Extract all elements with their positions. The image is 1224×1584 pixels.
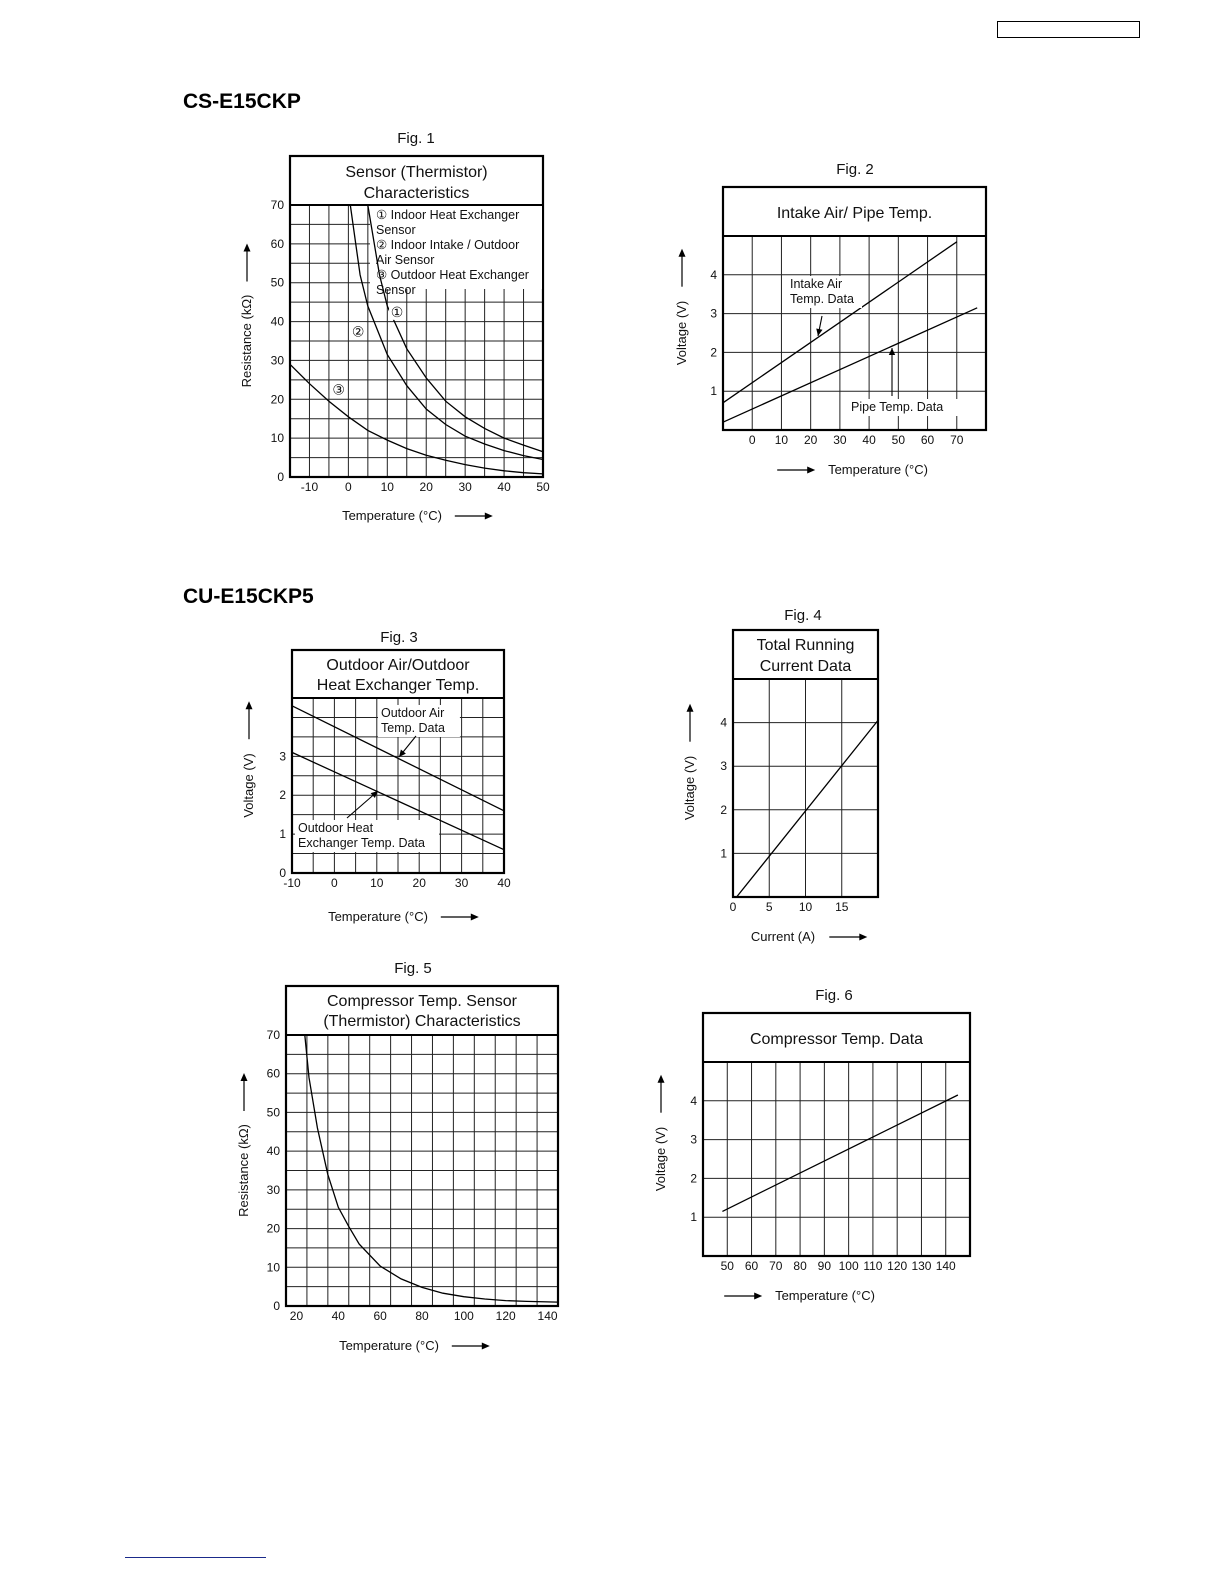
fig6-xtick-label: 130 bbox=[911, 1259, 932, 1273]
fig5-xtick-label: 120 bbox=[495, 1309, 516, 1323]
fig1-ytick-label: 70 bbox=[270, 198, 284, 212]
fig1-chart bbox=[239, 130, 550, 523]
fig2-annotation: Intake Air bbox=[790, 277, 843, 291]
fig6-xaxis-arrowhead bbox=[754, 1293, 762, 1300]
fig1-legend-entry: Air Sensor bbox=[376, 253, 435, 267]
fig3-annotation: Outdoor Heat bbox=[298, 821, 374, 835]
fig4-ytick-label: 1 bbox=[720, 846, 727, 861]
fig1-series-label: ② bbox=[351, 323, 365, 340]
fig3-ytick-label: 3 bbox=[279, 749, 286, 764]
fig5-ytick-label: 50 bbox=[266, 1105, 280, 1120]
fig2-fig-label: Fig. 2 bbox=[836, 161, 874, 178]
fig4-ytick-label: 2 bbox=[720, 802, 727, 817]
fig3-ytick-label: 2 bbox=[279, 788, 286, 803]
fig5-ytick-label: 20 bbox=[266, 1221, 280, 1236]
fig5-ytick-label: 70 bbox=[266, 1028, 280, 1042]
fig2-xtick-label: 60 bbox=[920, 433, 935, 447]
fig3-xtick-label: 0 bbox=[331, 876, 338, 890]
fig6-xtick-label: 90 bbox=[817, 1259, 832, 1273]
fig4-grid bbox=[733, 679, 878, 897]
fig5-ytick-label: 0 bbox=[273, 1299, 280, 1313]
fig6-frame bbox=[703, 1013, 970, 1256]
fig3-title: Outdoor Air/Outdoor bbox=[326, 657, 470, 674]
fig4-xtick-label: 0 bbox=[729, 900, 737, 914]
fig1-title: Sensor (Thermistor) bbox=[345, 164, 488, 181]
fig5-xtick-label: 100 bbox=[453, 1309, 474, 1323]
fig6-xtick-label: 110 bbox=[863, 1259, 883, 1273]
fig1-legend-entry: Sensor bbox=[376, 223, 416, 237]
fig5-fig-label: Fig. 5 bbox=[394, 960, 432, 977]
fig1-xtick-label: -10 bbox=[300, 480, 319, 494]
fig6-ytick-label: 2 bbox=[690, 1171, 697, 1186]
fig2-annotation: Pipe Temp. Data bbox=[851, 400, 944, 414]
fig2-chart bbox=[674, 161, 986, 477]
fig1-xtick-label: 50 bbox=[536, 480, 550, 494]
fig5-xtick-label: 20 bbox=[289, 1309, 304, 1323]
fig5-ytick-label: 30 bbox=[266, 1182, 280, 1197]
fig1-ylabel: Resistance (kΩ) bbox=[239, 294, 254, 388]
fig5-series-line bbox=[305, 1035, 558, 1302]
fig3-xtick-label: -10 bbox=[283, 876, 301, 890]
fig1-xaxis-arrowhead bbox=[485, 513, 493, 520]
fig1-xtick-label: 40 bbox=[497, 480, 511, 494]
fig1-fig-label: Fig. 1 bbox=[397, 130, 435, 147]
fig6-xtick-label: 80 bbox=[793, 1259, 807, 1273]
fig3-fig-label: Fig. 3 bbox=[380, 629, 418, 646]
fig2-xtick-label: 0 bbox=[748, 433, 756, 447]
fig1-xtick-label: 10 bbox=[380, 480, 394, 494]
fig4-title: Total Running bbox=[756, 637, 855, 654]
fig3-xtick-label: 20 bbox=[412, 876, 426, 890]
fig6-fig-label: Fig. 6 bbox=[815, 987, 853, 1004]
fig3-annotation: Exchanger Temp. Data bbox=[298, 836, 425, 850]
fig6-series-line bbox=[722, 1095, 958, 1211]
fig3-ytick-label: 1 bbox=[279, 827, 286, 842]
fig6-chart bbox=[653, 987, 970, 1303]
fig4-ytick-label: 4 bbox=[720, 715, 727, 730]
fig5-ytick-label: 40 bbox=[266, 1144, 280, 1159]
fig4-xaxis-arrowhead bbox=[859, 934, 867, 941]
fig5-ylabel: Resistance (kΩ) bbox=[236, 1124, 251, 1217]
fig6-xtick-label: 100 bbox=[838, 1259, 859, 1273]
fig3-xlabel: Temperature (°C) bbox=[328, 909, 428, 924]
fig2-xaxis-arrowhead bbox=[807, 467, 815, 474]
fig2-xtick-label: 10 bbox=[774, 433, 789, 447]
fig1-ytick-label: 10 bbox=[270, 431, 284, 446]
fig6-ytick-label: 3 bbox=[690, 1132, 697, 1147]
fig2-xtick-label: 30 bbox=[833, 433, 847, 447]
fig3-ytick-label: 0 bbox=[279, 866, 286, 880]
fig5-xtick-label: 40 bbox=[331, 1309, 345, 1323]
fig1-series-label: ③ bbox=[332, 381, 345, 398]
fig5-title: Compressor Temp. Sensor bbox=[327, 993, 517, 1010]
fig5-chart bbox=[236, 960, 558, 1353]
fig5-xaxis-arrowhead bbox=[482, 1343, 490, 1350]
fig1-legend-entry: ① Indoor Heat Exchanger bbox=[376, 208, 520, 222]
fig4-series-line bbox=[737, 720, 878, 897]
fig5-xtick-label: 140 bbox=[537, 1309, 558, 1323]
fig3-xaxis-arrowhead bbox=[471, 914, 479, 921]
fig6-xtick-label: 140 bbox=[935, 1259, 956, 1273]
fig2-annotation-arrowhead bbox=[889, 348, 895, 355]
fig5-xtick-label: 60 bbox=[373, 1309, 387, 1323]
footer-line bbox=[125, 1557, 266, 1558]
fig1-ytick-label: 40 bbox=[270, 314, 284, 329]
fig2-xlabel: Temperature (°C) bbox=[828, 462, 928, 477]
fig1-legend-entry: ③ Outdoor Heat Exchanger bbox=[376, 268, 529, 282]
fig2-ytick-label: 4 bbox=[710, 267, 717, 282]
fig5-yaxis-arrowhead bbox=[241, 1073, 248, 1081]
fig1-xtick-label: 20 bbox=[419, 480, 433, 494]
fig4-xtick-label: 10 bbox=[798, 900, 813, 914]
fig6-ytick-label: 4 bbox=[690, 1093, 697, 1108]
fig1-legend-entry: Sensor bbox=[376, 283, 416, 297]
fig4-xtick-label: 5 bbox=[765, 900, 773, 914]
fig2-xtick-label: 20 bbox=[803, 433, 818, 447]
fig4-yaxis-arrowhead bbox=[687, 704, 694, 712]
fig6-yaxis-arrowhead bbox=[658, 1075, 665, 1083]
fig1-legend-entry: ② Indoor Intake / Outdoor bbox=[376, 238, 520, 252]
fig1-ytick-label: 30 bbox=[270, 353, 284, 368]
model-title-indoor: CS-E15CKP bbox=[183, 90, 301, 113]
fig6-xtick-label: 70 bbox=[769, 1259, 783, 1273]
fig6-ytick-label: 1 bbox=[690, 1210, 697, 1225]
fig5-ytick-label: 60 bbox=[266, 1066, 280, 1081]
fig2-frame bbox=[723, 187, 986, 430]
fig4-xtick-label: 15 bbox=[835, 900, 849, 914]
fig3-xtick-label: 40 bbox=[497, 876, 511, 890]
fig1-title: Characteristics bbox=[363, 185, 470, 202]
fig6-xtick-label: 60 bbox=[744, 1259, 759, 1273]
fig6-grid bbox=[703, 1062, 970, 1256]
fig3-annotation: Temp. Data bbox=[381, 721, 445, 735]
fig5-xlabel: Temperature (°C) bbox=[339, 1338, 439, 1353]
fig2-title: Intake Air/ Pipe Temp. bbox=[776, 205, 933, 222]
fig4-fig-label: Fig. 4 bbox=[784, 607, 822, 624]
fig2-xtick-label: 70 bbox=[950, 433, 964, 447]
fig1-series-label: ① bbox=[390, 303, 404, 320]
fig1-yaxis-arrowhead bbox=[244, 244, 251, 252]
fig3-xtick-label: 10 bbox=[370, 876, 384, 890]
fig1-xlabel: Temperature (°C) bbox=[342, 508, 442, 523]
fig5-ytick-label: 10 bbox=[266, 1260, 280, 1275]
fig5-title: (Thermistor) Characteristics bbox=[323, 1013, 521, 1030]
fig2-ytick-label: 1 bbox=[710, 384, 717, 399]
fig2-annotation: Temp. Data bbox=[790, 292, 854, 306]
fig3-yaxis-arrowhead bbox=[246, 701, 253, 709]
fig6-ylabel: Voltage (V) bbox=[653, 1126, 668, 1192]
fig2-xtick-label: 50 bbox=[891, 433, 906, 447]
fig4-title: Current Data bbox=[759, 658, 852, 675]
fig3-annotation: Outdoor Air bbox=[381, 706, 445, 720]
fig4-xlabel: Current (A) bbox=[750, 929, 816, 944]
fig1-ytick-label: 0 bbox=[277, 470, 284, 484]
fig1-ytick-label: 60 bbox=[270, 236, 284, 251]
fig3-xtick-label: 30 bbox=[454, 876, 469, 890]
fig4-ylabel: Voltage (V) bbox=[682, 755, 697, 821]
fig1-ytick-label: 50 bbox=[270, 275, 284, 290]
fig2-ytick-label: 3 bbox=[710, 306, 717, 321]
fig2-ytick-label: 2 bbox=[710, 345, 717, 360]
fig5-xtick-label: 80 bbox=[415, 1309, 429, 1323]
fig6-xtick-label: 120 bbox=[887, 1259, 908, 1273]
fig1-xtick-label: 0 bbox=[345, 480, 352, 494]
fig3-ylabel: Voltage (V) bbox=[241, 753, 256, 818]
model-title-outdoor: CU-E15CKP5 bbox=[183, 585, 314, 608]
fig1-xtick-label: 30 bbox=[458, 480, 472, 494]
fig4-ytick-label: 3 bbox=[720, 759, 727, 774]
fig1-ytick-label: 20 bbox=[270, 392, 284, 407]
fig6-xtick-label: 50 bbox=[720, 1259, 734, 1273]
fig6-xlabel: Temperature (°C) bbox=[775, 1288, 875, 1303]
fig6-title: Compressor Temp. Data bbox=[749, 1031, 924, 1048]
fig3-chart bbox=[241, 629, 511, 924]
fig4-chart bbox=[682, 607, 878, 944]
fig2-yaxis-arrowhead bbox=[679, 249, 686, 257]
fig2-ylabel: Voltage (V) bbox=[674, 300, 689, 366]
fig3-title: Heat Exchanger Temp. bbox=[316, 677, 480, 694]
fig2-xtick-label: 40 bbox=[862, 433, 876, 447]
